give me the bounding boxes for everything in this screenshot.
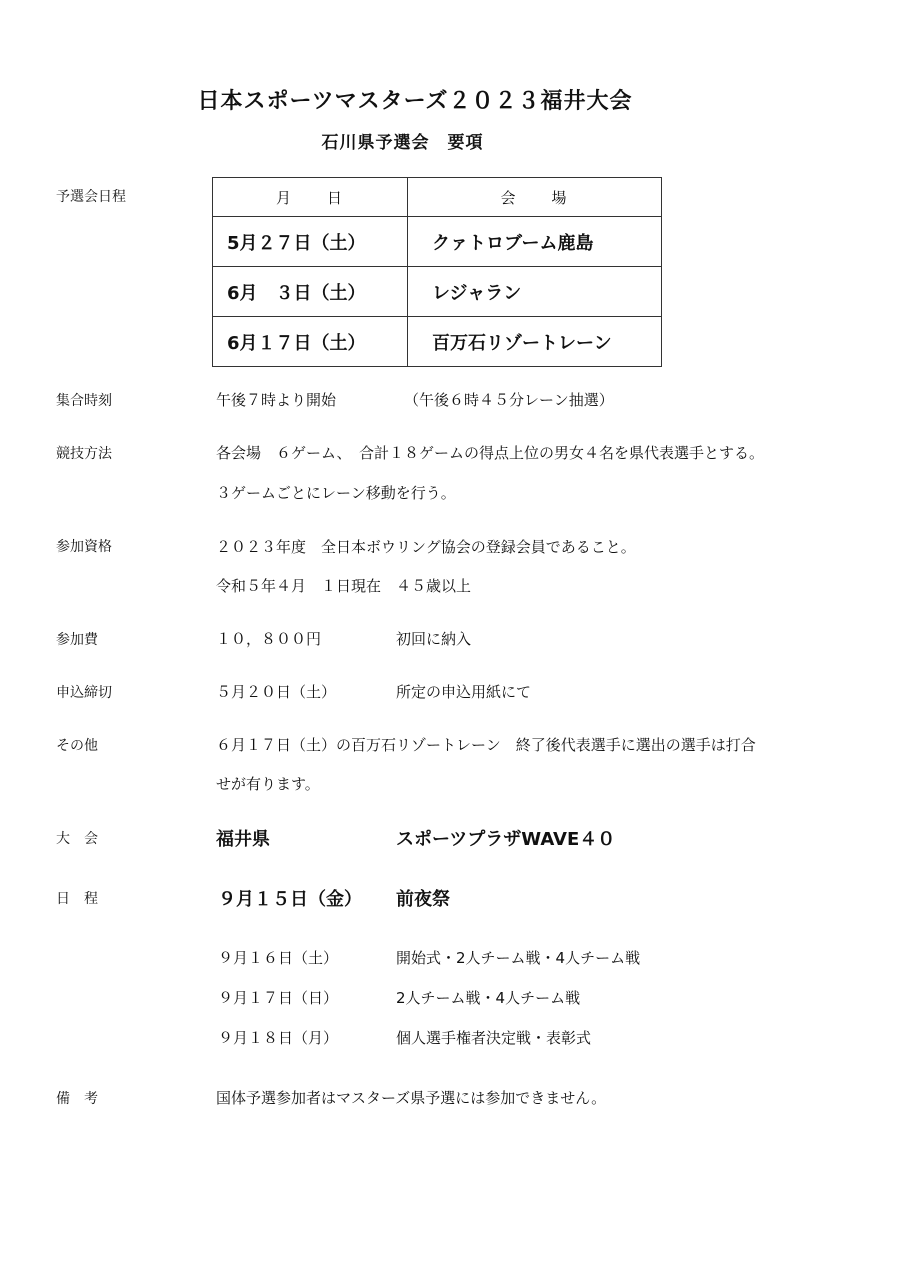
deadline-value: ５月２０日（土） xyxy=(216,683,337,701)
header-venue: 会 場 xyxy=(408,178,662,217)
remarks-label: 備 考 xyxy=(56,1091,98,1107)
other-label: その他 xyxy=(56,738,98,754)
assembly-label: 集合時刻 xyxy=(56,393,112,409)
row-date: 6月 ３日（土） xyxy=(213,267,408,317)
tournament-place: 福井県 xyxy=(216,829,270,850)
document-subtitle: 石川県予選会 要項 xyxy=(321,133,484,153)
row-date: 6月１７日（土） xyxy=(213,317,408,367)
method-label: 競技方法 xyxy=(56,446,112,462)
table-row xyxy=(213,217,662,267)
table-header-row xyxy=(213,178,662,217)
schedule-eve-event: 前夜祭 xyxy=(396,889,450,910)
table-row xyxy=(213,317,662,367)
schedule-day-event: 2人チーム戦・4人チーム戦 xyxy=(396,989,581,1007)
deadline-note: 所定の申込用紙にて xyxy=(396,683,532,701)
document-title: 日本スポーツマスターズ２０２３福井大会 xyxy=(197,89,633,114)
assembly-value: 午後７時より開始 xyxy=(216,391,337,409)
row-date: 5月２７日（土） xyxy=(213,217,408,267)
eligibility-line1: ２０２３年度 全日本ボウリング協会の登録会員であること。 xyxy=(216,538,636,556)
schedule-day-event: 個人選手権者決定戦・表彰式 xyxy=(396,1029,592,1047)
fee-label: 参加費 xyxy=(56,632,98,648)
qualifier-schedule-table xyxy=(212,177,662,367)
schedule-day-date: ９月１７日（日） xyxy=(218,989,339,1007)
tournament-venue: スポーツプラザWAVE４０ xyxy=(396,829,616,850)
fee-note: 初回に納入 xyxy=(396,630,472,648)
row-venue: 百万石リゾートレーン xyxy=(408,317,662,367)
schedule-day-date: ９月１８日（月） xyxy=(218,1029,339,1047)
method-line2: ３ゲームごとにレーン移動を行う。 xyxy=(216,484,456,502)
header-date: 月 日 xyxy=(213,178,408,217)
fee-value: １０，８００円 xyxy=(216,630,322,648)
assembly-note: （午後６時４５分レーン抽選） xyxy=(404,391,614,409)
table-row xyxy=(213,267,662,317)
other-line2: せが有ります。 xyxy=(216,775,320,793)
eligibility-line2: 令和５年４月 １日現在 ４５歳以上 xyxy=(216,577,472,595)
remarks-value: 国体予選参加者はマスターズ県予選には参加できません。 xyxy=(216,1089,607,1107)
schedule-day-event: 開始式・2人チーム戦・4人チーム戦 xyxy=(396,949,641,967)
method-line1: 各会場 ６ゲーム、 合計１８ゲームの得点上位の男女４名を県代表選手とする。 xyxy=(216,444,764,462)
eligibility-label: 参加資格 xyxy=(56,539,112,555)
row-venue: レジャラン xyxy=(408,267,662,317)
schedule-label: 日 程 xyxy=(56,891,98,907)
schedule-eve-date: ９月１５日（金） xyxy=(218,889,362,910)
row-venue: クァトロブーム鹿島 xyxy=(408,217,662,267)
deadline-label: 申込締切 xyxy=(56,685,112,701)
tournament-label: 大 会 xyxy=(56,831,98,847)
other-line1: ６月１７日（土）の百万石リゾートレーン 終了後代表選手に選出の選手は打合 xyxy=(216,736,756,754)
schedule-day-date: ９月１６日（土） xyxy=(218,949,339,967)
qualifier-label: 予選会日程 xyxy=(56,189,126,205)
